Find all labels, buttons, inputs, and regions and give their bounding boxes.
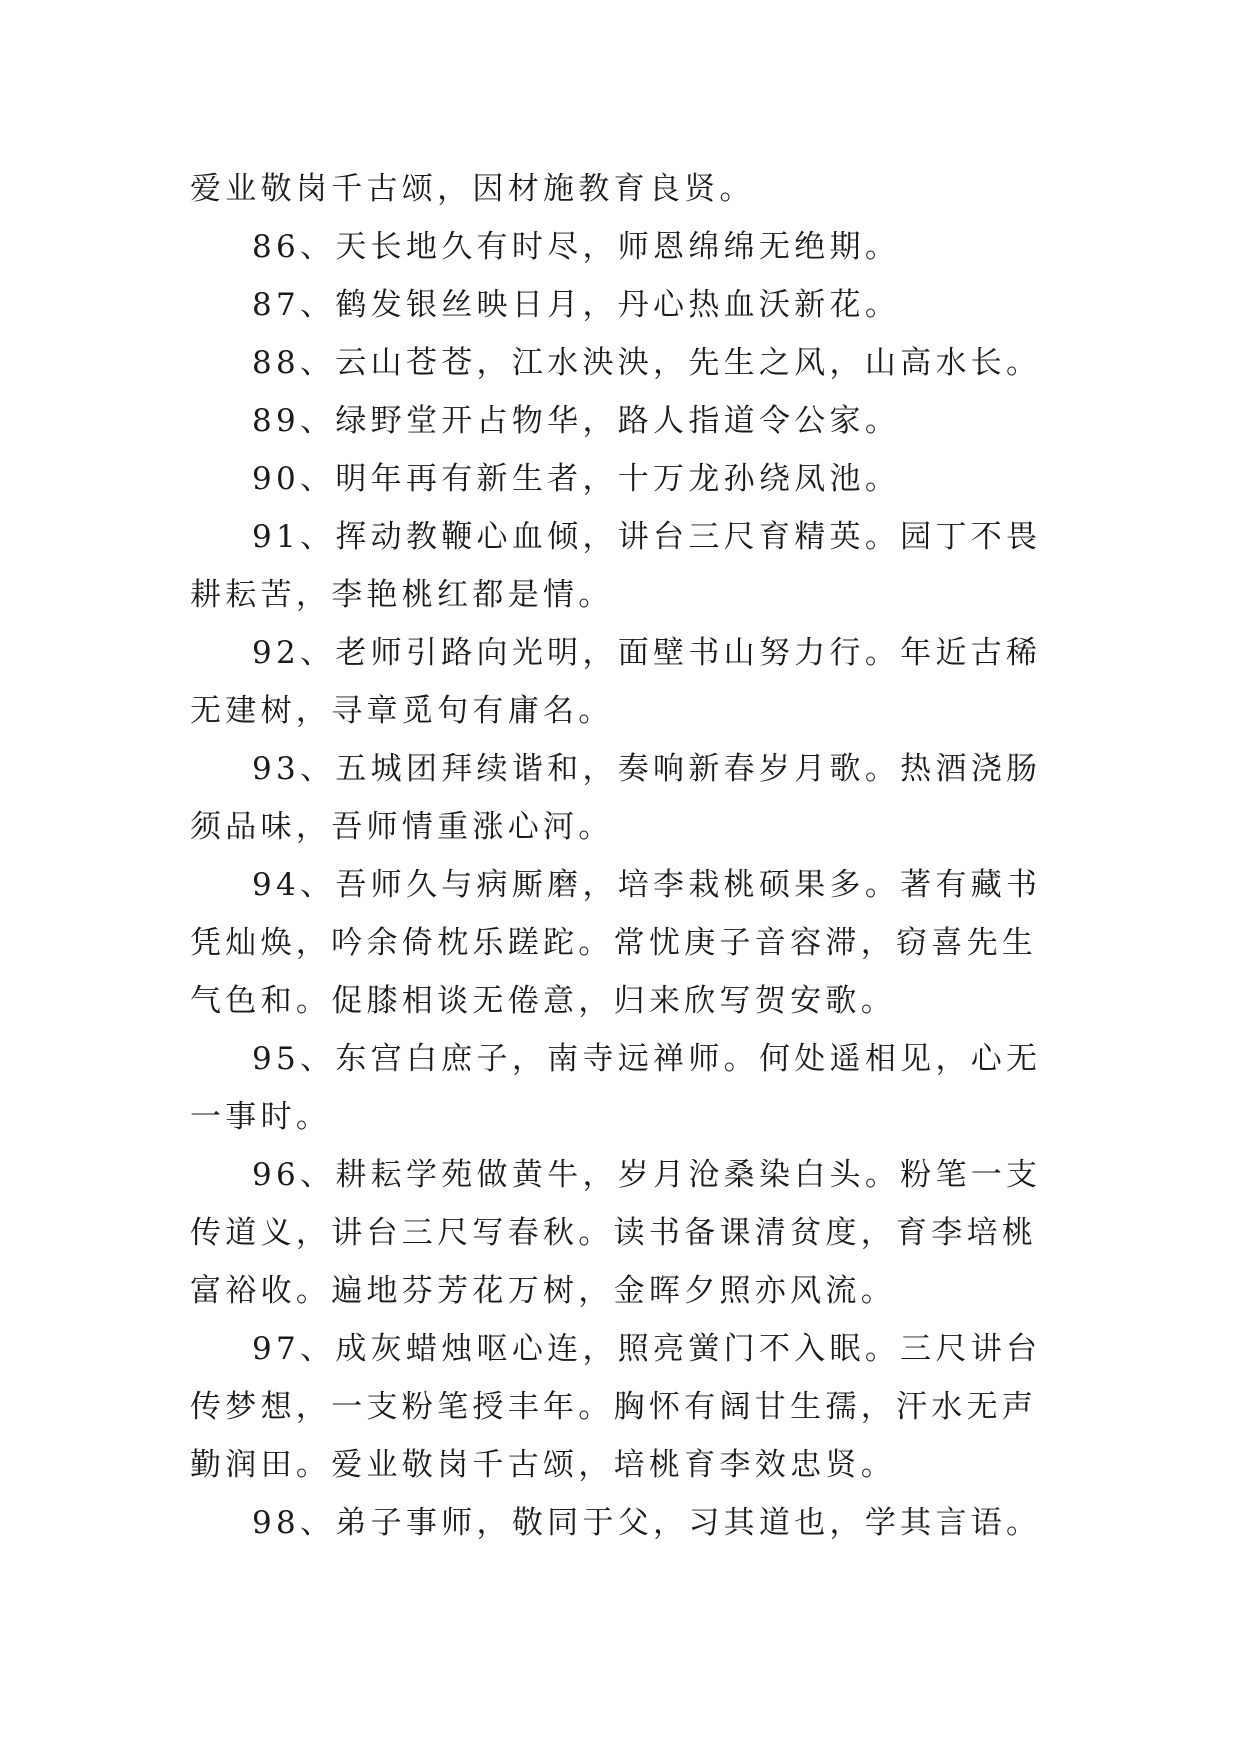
paragraph-96: 96、耕耘学苑做黄牛，岁月沧桑染白头。粉笔一支传道义，讲台三尺写春秋。读书备课清贫度，育李培桃富裕收。遍地芬芳花万树，金晖夕照亦风流。	[190, 1157, 1042, 1309]
paragraph-87: 87、鹤发银丝映日月，丹心热血沃新花。	[252, 287, 901, 323]
paragraph-88: 88、云山苍苍，江水泱泱，先生之风，山高水长。	[252, 345, 1042, 381]
paragraph-86: 86、天长地久有时尽，师恩绵绵无绝期。	[252, 229, 901, 265]
paragraph-95: 95、东宫白庶子，南寺远禅师。何处遥相见，心无一事时。	[190, 1041, 1042, 1135]
paragraph-89: 89、绿野堂开占物华，路人指道令公家。	[252, 403, 901, 439]
paragraph-91: 91、挥动教鞭心血倾，讲台三尺育精英。园丁不畏耕耘苦，李艳桃红都是情。	[190, 519, 1042, 613]
paragraph-93: 93、五城团拜续谐和，奏响新春岁月歌。热酒浇肠须品味，吾师情重涨心河。	[190, 751, 1042, 845]
paragraph-94: 94、吾师久与病厮磨，培李栽桃硕果多。著有藏书凭灿焕，吟余倚枕乐蹉跎。常忧庚子音容滞，窃喜先生气色和。促膝相谈无倦意，归来欣写贺安歌。	[190, 867, 1042, 1019]
document-body	[190, 160, 1056, 1552]
paragraph-90: 90、明年再有新生者，十万龙孙绕凤池。	[252, 461, 901, 497]
paragraph-97: 97、成灰蜡烛呕心连，照亮黉门不入眠。三尺讲台传梦想，一支粉笔授丰年。胸怀有阔甘生孺，汗水无声勤润田。爱业敬岗千古颂，培桃育李效忠贤。	[190, 1331, 1042, 1483]
paragraph-98: 98、弟子事师，敬同于父，习其道也，学其言语。	[252, 1505, 1042, 1541]
paragraph-continuation: 爱业敬岗千古颂，因材施教育良贤。	[190, 171, 755, 207]
paragraph-92: 92、老师引路向光明，面壁书山努力行。年近古稀无建树，寻章觅句有庸名。	[190, 635, 1042, 729]
